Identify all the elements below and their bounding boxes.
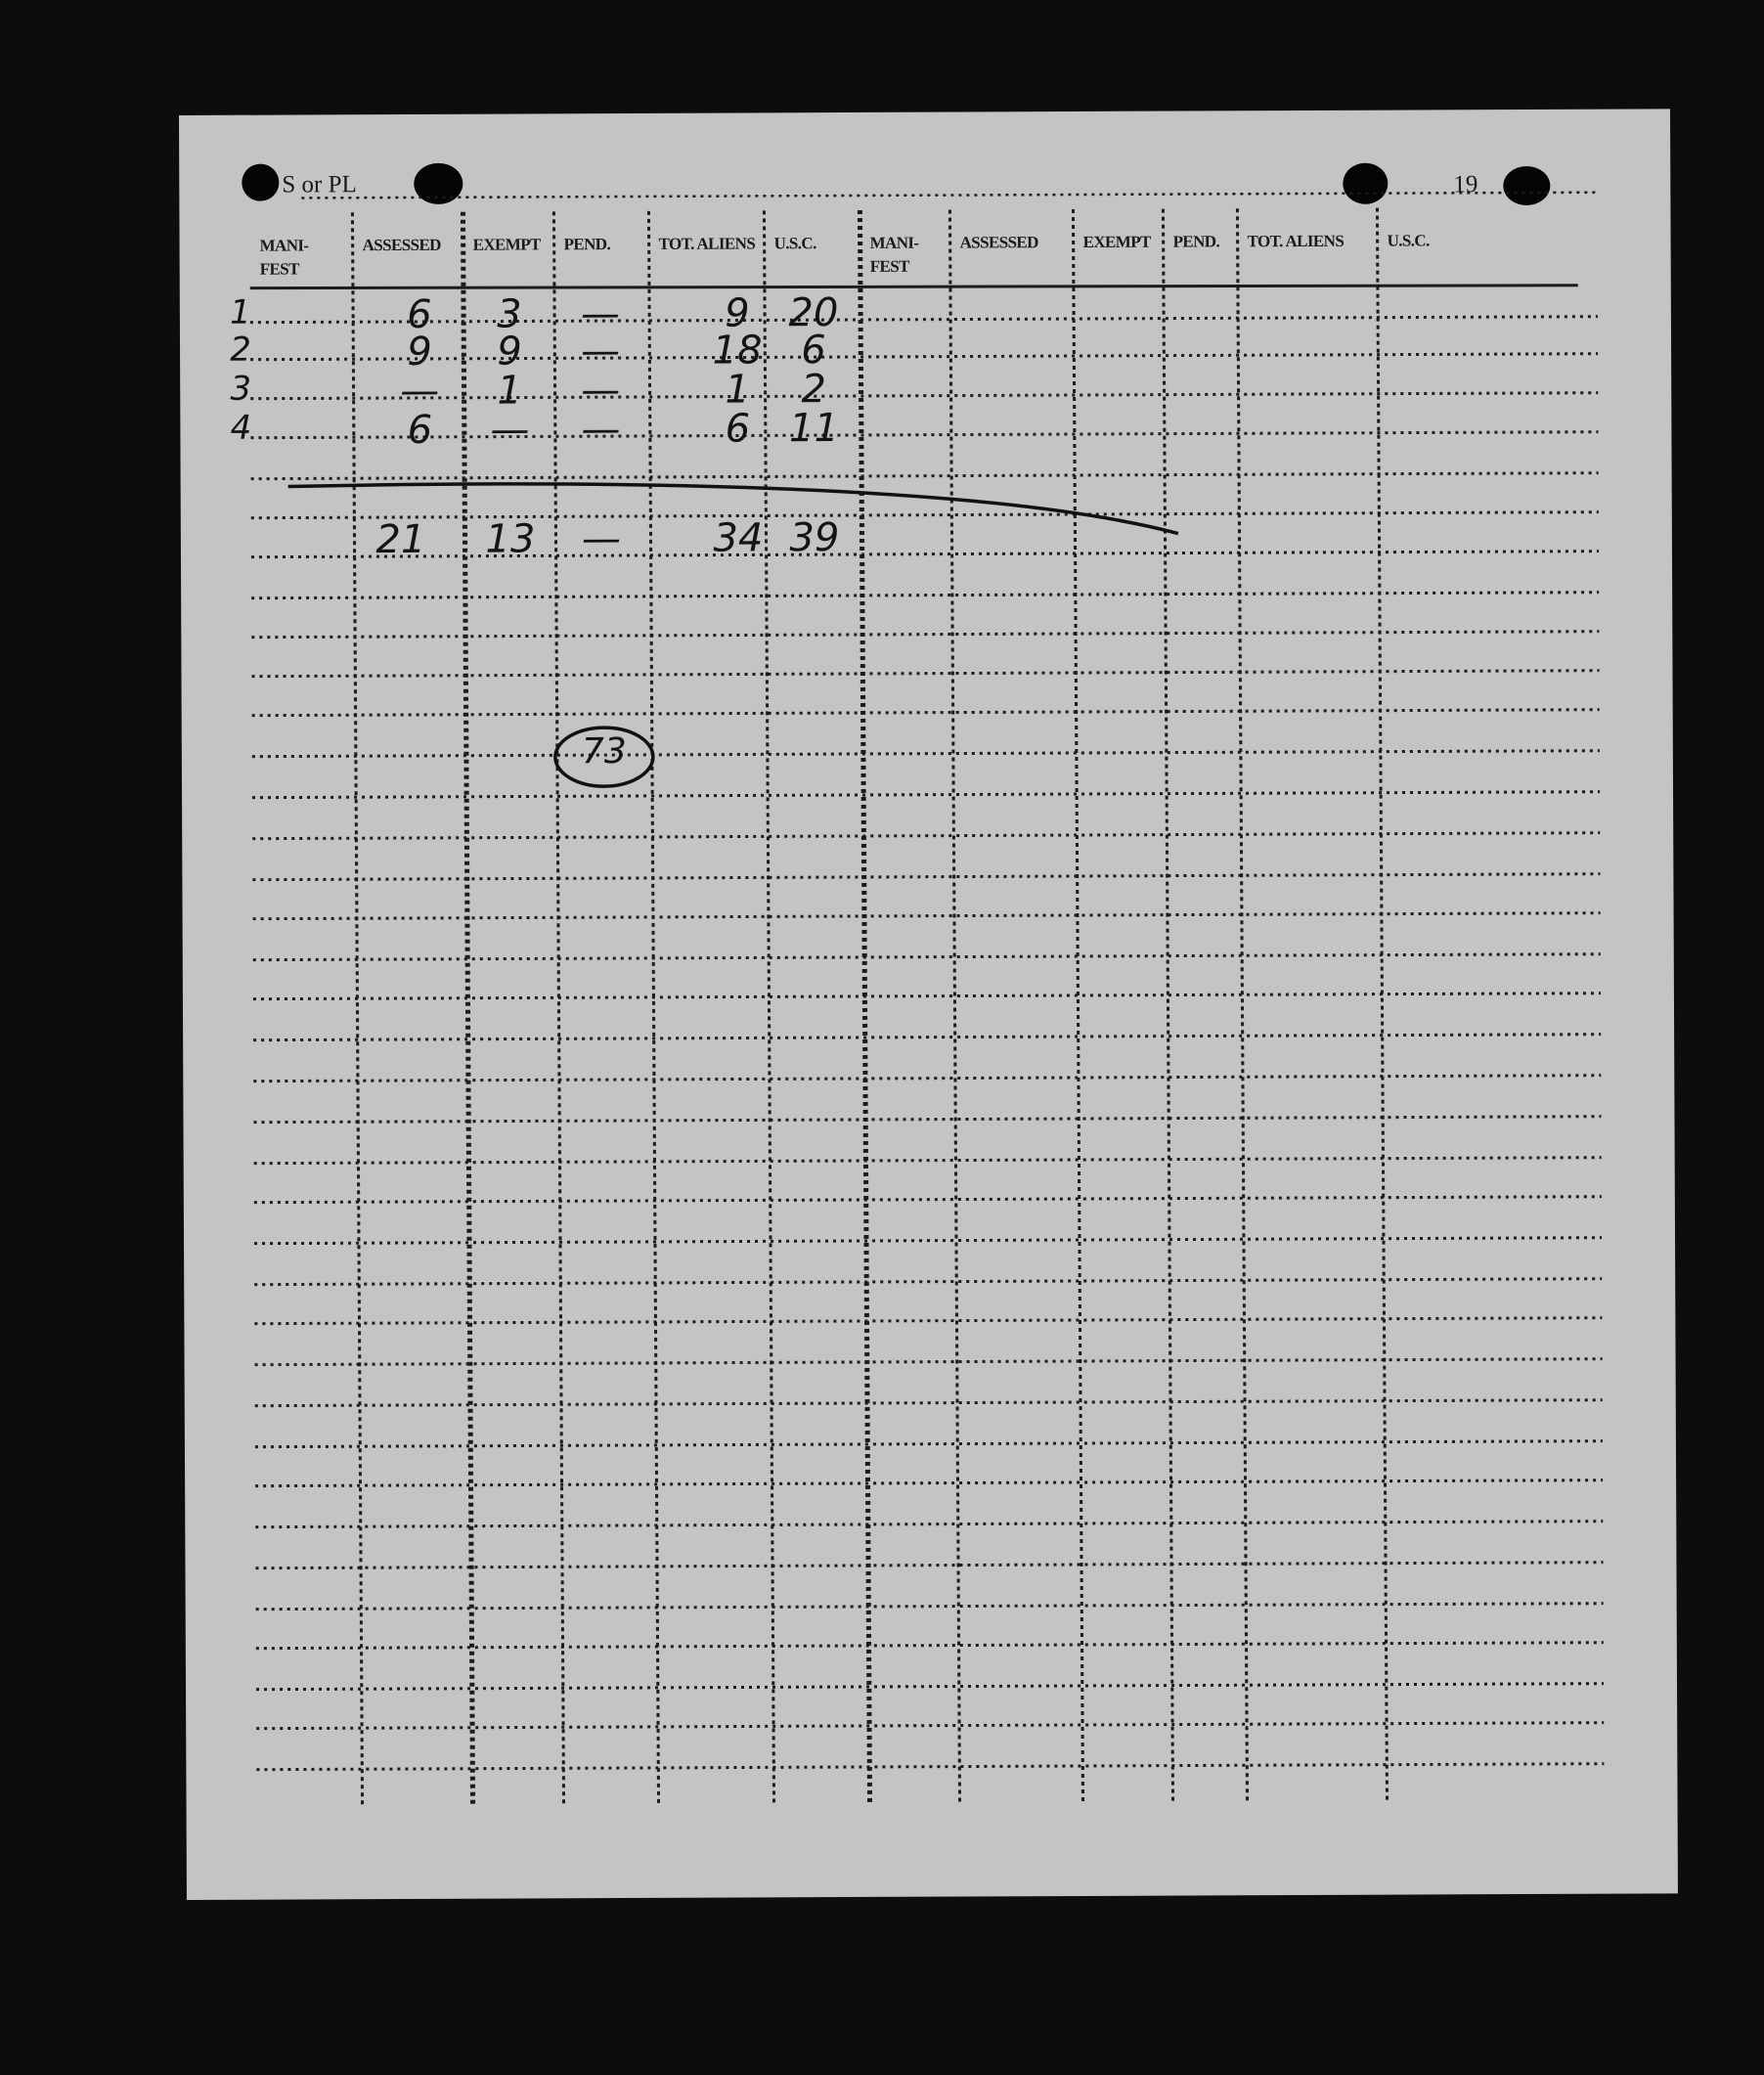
row-dotted-line <box>252 671 1600 677</box>
column-header-label-line2: FEST <box>259 259 299 279</box>
row-dotted-line <box>252 874 1600 880</box>
cell-usc: 11 <box>788 406 839 452</box>
row-dotted-line <box>251 512 1599 518</box>
column-header-label: MANI- <box>869 233 919 252</box>
column-header <box>1173 230 1220 253</box>
row-dotted-line <box>252 792 1600 798</box>
column-header <box>260 234 309 281</box>
row-dotted-line <box>256 1723 1604 1729</box>
cell-pend: — <box>580 291 620 337</box>
header-left-label: S or PL <box>282 171 357 199</box>
cell-assessed: — <box>400 368 440 415</box>
row-dotted-line <box>251 473 1599 479</box>
cell-tot-aliens: 18 <box>712 328 763 374</box>
cell-usc: 2 <box>801 367 827 413</box>
column-header-label: U.S.C. <box>773 234 816 253</box>
column-header-label: PEND. <box>563 235 611 254</box>
column-header-label: MANI- <box>259 236 309 255</box>
cell-exempt: 1 <box>497 368 523 414</box>
column-header-label: ASSESSED <box>959 233 1038 252</box>
row-dotted-line <box>250 432 1598 438</box>
column-header <box>960 231 1038 254</box>
row-dotted-line <box>255 1359 1603 1365</box>
column-header <box>1388 229 1430 252</box>
column-header-label: EXEMPT <box>1082 232 1151 251</box>
cell-exempt: 9 <box>497 329 522 375</box>
column-divider <box>949 210 959 1804</box>
row-dotted-line <box>250 317 1598 323</box>
cell-tot-aliens: 1 <box>725 367 751 413</box>
cell-tot-aliens: 9 <box>725 290 750 336</box>
header-dotted-line <box>301 193 1597 199</box>
row-dotted-line <box>252 710 1600 716</box>
column-header <box>1083 231 1151 254</box>
row-dotted-line <box>251 552 1599 557</box>
column-header <box>1248 230 1345 253</box>
column-header <box>564 233 611 256</box>
cell-usc: 6 <box>801 328 826 374</box>
row-dotted-line <box>255 1400 1603 1406</box>
column-header <box>659 232 756 255</box>
column-header <box>363 234 441 257</box>
row-dotted-line <box>256 1643 1604 1649</box>
column-header-label: PEND. <box>1172 232 1220 251</box>
cell-assessed: 6 <box>407 291 432 337</box>
row-dotted-line <box>253 1076 1601 1082</box>
column-header-label: EXEMPT <box>472 235 541 254</box>
cell-manifest: 3 <box>230 369 252 409</box>
cell-tot-aliens: 6 <box>725 406 751 452</box>
cell-manifest: 1 <box>229 292 251 332</box>
cell-exempt: 3 <box>497 291 522 337</box>
row-dotted-line <box>252 833 1600 839</box>
column-header-label: ASSESSED <box>362 235 441 255</box>
column-header <box>774 232 816 255</box>
cell-assessed: 6 <box>407 407 433 453</box>
column-header-label: U.S.C. <box>1387 231 1430 250</box>
row-dotted-line <box>251 593 1599 598</box>
column-header-label: TOT. ALIENS <box>658 234 756 253</box>
row-dotted-line <box>255 1563 1603 1568</box>
row-dotted-line <box>254 1238 1602 1244</box>
column-header-label-line2: FEST <box>869 256 909 276</box>
row-dotted-line <box>254 1158 1602 1164</box>
row-dotted-line <box>250 354 1598 360</box>
circled-number: 73 <box>581 731 627 773</box>
row-dotted-line <box>255 1480 1603 1486</box>
row-dotted-line <box>253 913 1601 919</box>
cell-assessed: 9 <box>407 329 432 375</box>
header-year-label: 19 <box>1453 171 1478 199</box>
row-dotted-line <box>255 1522 1603 1527</box>
column-header-label: TOT. ALIENS <box>1247 231 1345 251</box>
total-tot-aliens: 34 <box>713 515 764 561</box>
total-usc: 39 <box>789 515 840 561</box>
row-dotted-line <box>254 1318 1602 1324</box>
row-dotted-line <box>250 393 1598 399</box>
cell-pend: — <box>580 329 621 375</box>
form-sheet <box>179 109 1678 1900</box>
cell-pend: — <box>581 407 621 453</box>
row-dotted-line <box>254 1197 1602 1203</box>
row-dotted-line <box>256 1764 1604 1770</box>
cell-exempt: — <box>490 407 530 453</box>
row-dotted-line <box>255 1441 1603 1447</box>
total-exempt: 13 <box>485 516 536 562</box>
row-dotted-line <box>253 1117 1601 1123</box>
row-dotted-line <box>253 954 1601 960</box>
total-pend: — <box>581 516 621 562</box>
total-assessed: 21 <box>375 516 426 563</box>
row-dotted-line <box>253 993 1601 999</box>
row-dotted-line <box>256 1684 1604 1690</box>
column-header <box>473 233 541 256</box>
row-dotted-line <box>256 1604 1604 1610</box>
cell-manifest: 4 <box>230 408 252 448</box>
column-header <box>870 232 919 279</box>
cell-usc: 20 <box>788 290 839 336</box>
cell-manifest: 2 <box>230 330 251 370</box>
row-dotted-line <box>254 1279 1602 1285</box>
row-dotted-line <box>252 751 1600 757</box>
row-dotted-line <box>251 632 1599 638</box>
cell-pend: — <box>581 368 621 414</box>
row-dotted-line <box>253 1035 1601 1040</box>
